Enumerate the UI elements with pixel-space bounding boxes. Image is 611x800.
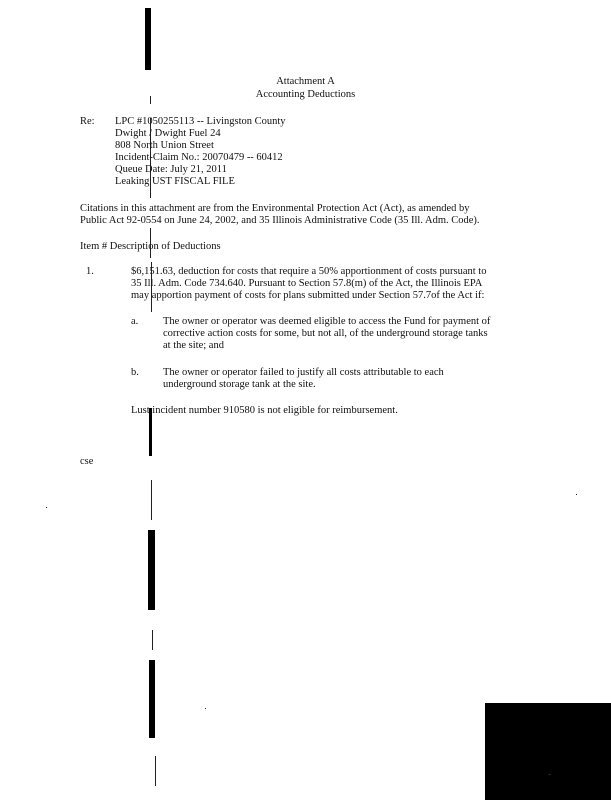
scan-artifact-line	[152, 630, 153, 650]
scan-artifact-line	[151, 480, 152, 520]
attachment-heading: Attachment A	[276, 76, 335, 87]
re-line-claim: Incident-Claim No.: 20070479 -- 60412	[115, 152, 283, 163]
re-label: Re:	[80, 116, 95, 127]
sub-item-a-line-2: corrective action costs for some, but not all, of the underground storage tanks	[163, 328, 488, 339]
re-line-file: Leaking UST FISCAL FILE	[115, 176, 235, 187]
citations-line-2: Public Act 92-0554 on June 24, 2002, and 35 Illinois Administrative Code (35 Ill. Adm. Code).	[80, 215, 480, 226]
sub-item-a-label: a.	[131, 316, 139, 327]
sub-item-b-line-1: The owner or operator failed to justify all costs attributable to each	[163, 367, 444, 378]
scan-speck	[46, 507, 47, 508]
redaction-block	[485, 703, 611, 800]
re-line-lpc: LPC #1050255113 -- Livingston County	[115, 116, 286, 127]
citations-line-1: Citations in this attachment are from the Environmental Protection Act (Act), as amended by	[80, 203, 470, 214]
document-title: Accounting Deductions	[255, 89, 356, 100]
item-number: 1.	[86, 266, 94, 277]
sub-item-b-label: b.	[131, 367, 139, 378]
scan-speck	[576, 494, 577, 495]
scan-speck	[205, 708, 206, 709]
scan-artifact-line	[155, 756, 156, 786]
item1-text-line-2: 35 Ill. Adm. Code 734.640. Pursuant to Section 57.8(m) of the Act, the Illinois EPA	[131, 278, 483, 289]
sub-item-b-line-2: underground storage tank at the site.	[163, 379, 316, 390]
re-line-queue-date: Queue Date: July 21, 2011	[115, 164, 227, 175]
scan-artifact-bar	[148, 530, 155, 610]
typist-initials: cse	[80, 456, 94, 467]
sub-item-a-line-1: The owner or operator was deemed eligible to access the Fund for payment of	[163, 316, 491, 327]
item-description-header: Item # Description of Deductions	[80, 241, 221, 252]
re-line-address: 808 North Union Street	[115, 140, 214, 151]
scan-artifact-bar	[149, 660, 155, 738]
item1-text-line-3: may apportion payment of costs for plans submitted under Section 57.7of the Act if:	[131, 290, 485, 301]
item1-text-line-1: $6,151.63, deduction for costs that require a 50% apportionment of costs pursuant to	[131, 266, 487, 277]
sub-item-a-line-3: at the site; and	[163, 340, 224, 351]
lust-incident-note: Lust incident number 910580 is not eligible for reimbursement.	[131, 405, 398, 416]
re-line-site: Dwight / Dwight Fuel 24	[115, 128, 221, 139]
scan-artifact-bar	[145, 8, 151, 70]
scan-speck	[548, 774, 551, 775]
